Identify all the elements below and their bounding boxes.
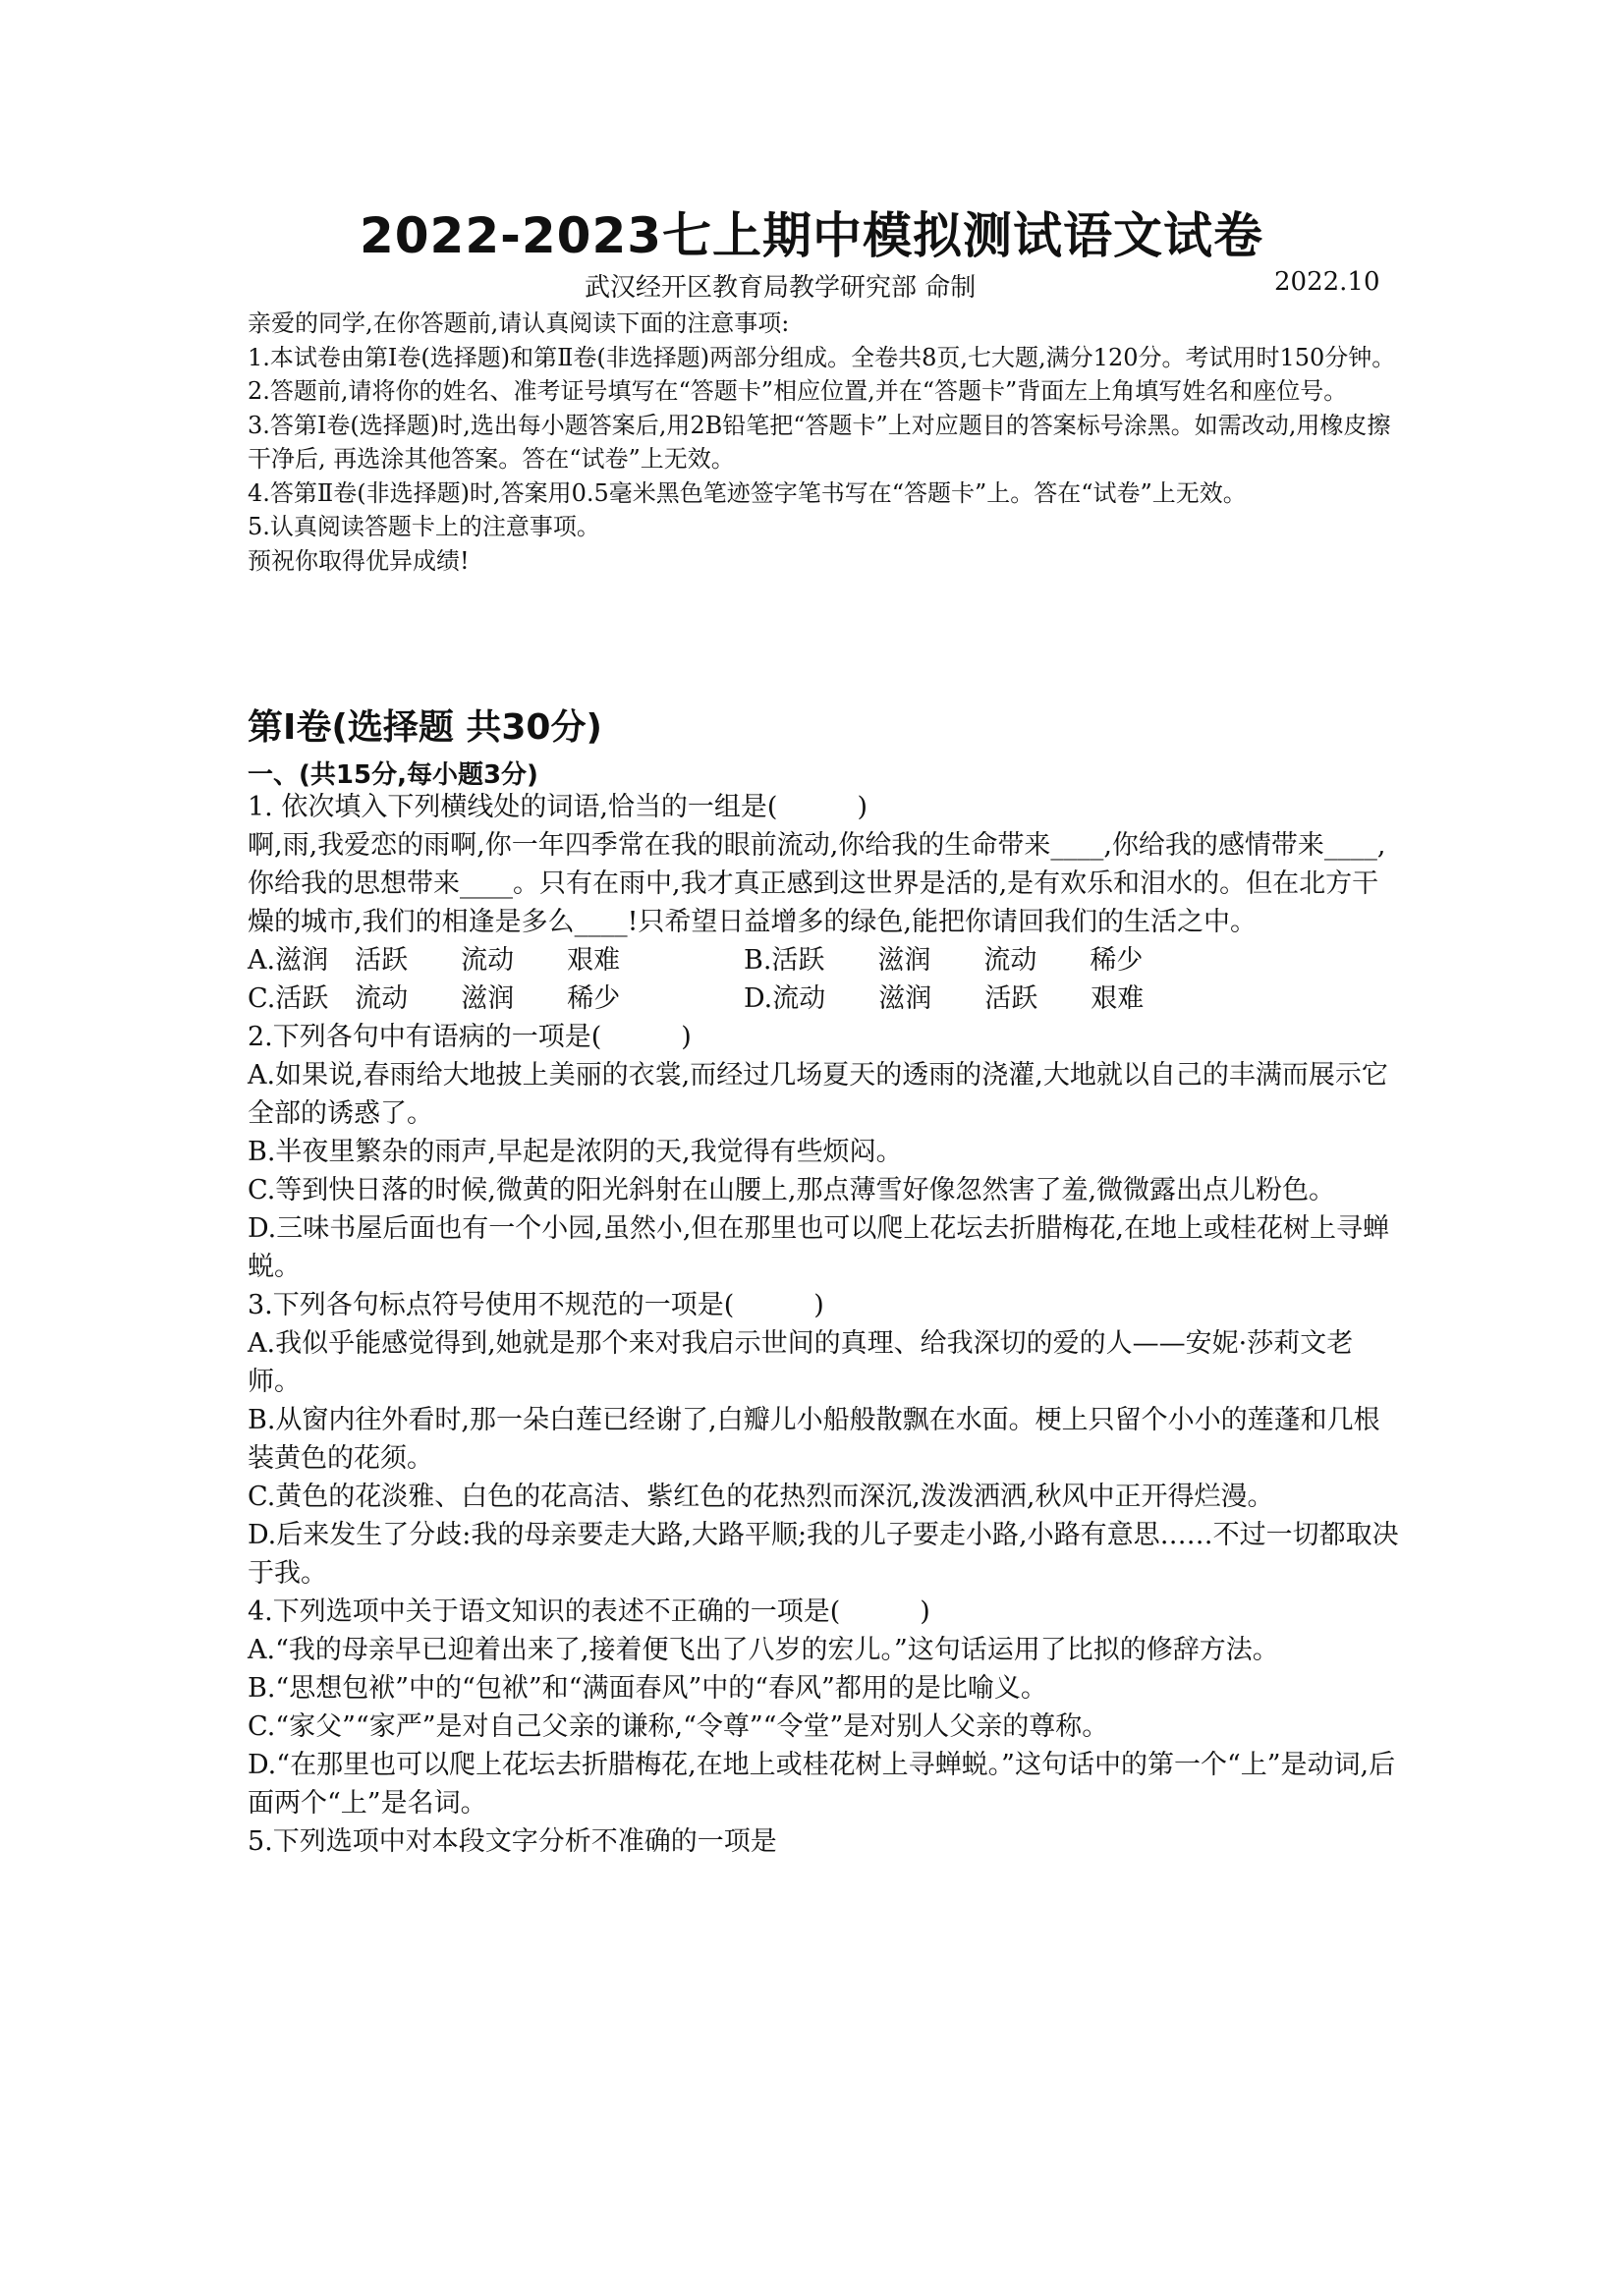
question-4-stem: 4.下列选项中关于语文知识的表述不正确的一项是( ) <box>248 1596 930 1627</box>
option-a: A.我似乎能感觉得到,她就是那个来对我启示世间的真理、给我深切的爱的人——安妮·莎莉文老师。 <box>248 1328 1354 1397</box>
exam-date: 2022.10 <box>1274 267 1380 297</box>
option-a: A.“我的母亲早已迎着出来了,接着便飞出了八岁的宏儿。”这句话运用了比拟的修辞方法。 <box>248 1635 1279 1665</box>
option-b: B.半夜里繁杂的雨声,早起是浓阴的天,我觉得有些烦闷。 <box>248 1137 903 1167</box>
question-2-stem: 2.下列各句中有语病的一项是( ) <box>248 1022 692 1052</box>
question-3-stem: 3.下列各句标点符号使用不规范的一项是( ) <box>248 1290 824 1320</box>
option-c: C.黄色的花淡雅、白色的花高洁、紫红色的花热烈而深沉,泼泼洒洒,秋风中正开得烂漫。 <box>248 1482 1274 1512</box>
instructions <box>248 307 1402 578</box>
option-d: D.“在那里也可以爬上花坛去折腊梅花,在地上或桂花树上寻蝉蜕。”这句话中的第一个“上”是动词,后面两个“上”是名词。 <box>248 1750 1396 1819</box>
instructions-closing: 预祝你取得优异成绩! <box>248 546 470 575</box>
instruction-item: 2.答题前,请将你的姓名、准考证号填写在“答题卡”相应位置,并在“答题卡”背面左上角填写姓名和座位号。 <box>248 377 1348 405</box>
instruction-item: 3.答第Ⅰ卷(选择题)时,选出每小题答案后,用2B铅笔把“答题卡”上对应题目的答案标号涂黑。如需改动,用橡皮擦干净后, 再选涂其他答案。答在“试卷”上无效。 <box>248 411 1391 473</box>
question-1-options-row <box>248 980 1399 1018</box>
instructions-intro: 亲爱的同学,在你答题前,请认真阅读下面的注意事项: <box>248 309 790 337</box>
option-d: D.后来发生了分歧:我的母亲要走大路,大路平顺;我的儿子要走小路,小路有意思……不过一切都取决于我。 <box>248 1520 1399 1589</box>
option-b: B.从窗内往外看时,那一朵白莲已经谢了,白瓣儿小船般散飘在水面。梗上只留个小小的莲蓬和几根装黄色的花须。 <box>248 1405 1380 1474</box>
option-c: C.“家父”“家严”是对自己父亲的谦称,“令尊”“令堂”是对别人父亲的尊称。 <box>248 1711 1109 1742</box>
instruction-item: 5.认真阅读答题卡上的注意事项。 <box>248 513 600 540</box>
instruction-item: 4.答第Ⅱ卷(非选择题)时,答案用0.5毫米黑色笔迹签字笔书写在“答题卡”上。答在“试卷”上无效。 <box>248 478 1247 507</box>
option-c: C.活跃 流动 滋润 稀少 <box>248 983 621 1014</box>
issuing-organization: 武汉经开区教育局教学研究部 命制 <box>585 273 977 303</box>
questions <box>248 788 1399 1861</box>
part-title: 一、(共15分,每小题3分) <box>248 760 538 790</box>
question-1-options-row <box>248 941 1399 980</box>
option-a: A.滋润 活跃 流动 艰难 <box>248 945 621 976</box>
exam-title: 2022-2023七上期中模拟测试语文试卷 <box>359 207 1264 264</box>
option-d: D.三味书屋后面也有一个小园,虽然小,但在那里也可以爬上花坛去折腊梅花,在地上或桂花树上寻蝉蜕。 <box>248 1213 1390 1282</box>
instruction-item: 1.本试卷由第Ⅰ卷(选择题)和第Ⅱ卷(非选择题)两部分组成。全卷共8页,七大题,满分120分。考试用时150分钟。 <box>248 343 1396 371</box>
option-c: C.等到快日落的时候,微黄的阳光斜射在山腰上,那点薄雪好像忽然害了羞,微微露出点儿粉色。 <box>248 1175 1336 1205</box>
question-1-passage: 啊,雨,我爱恋的雨啊,你一年四季常在我的眼前流动,你给我的生命带来____,你给我的感情带来____,你给我的思想带来____。只有在雨中,我才真正感到这世界是活的,是有欢乐和泪水的。但在北方干燥的城市,我们的相逢是多么____!只希望日益增多的绿色,能把你请回我们的生活之中。 <box>248 830 1386 937</box>
question-1-stem: 1. 依次填入下列横线处的词语,恰当的一组是( ) <box>248 792 867 822</box>
option-a: A.如果说,春雨给大地披上美丽的衣裳,而经过几场夏天的透雨的浇灌,大地就以自己的丰满而展示它全部的诱惑了。 <box>248 1060 1388 1129</box>
option-b: B.活跃 滋润 流动 稀少 <box>744 945 1144 976</box>
option-b: B.“思想包袱”中的“包袱”和“满面春风”中的“春风”都用的是比喻义。 <box>248 1673 1047 1704</box>
section-title: 第Ⅰ卷(选择题 共30分) <box>248 707 602 748</box>
question-5-stem: 5.下列选项中对本段文字分析不准确的一项是 <box>248 1826 777 1857</box>
option-d: D.流动 滋润 活跃 艰难 <box>744 983 1145 1014</box>
